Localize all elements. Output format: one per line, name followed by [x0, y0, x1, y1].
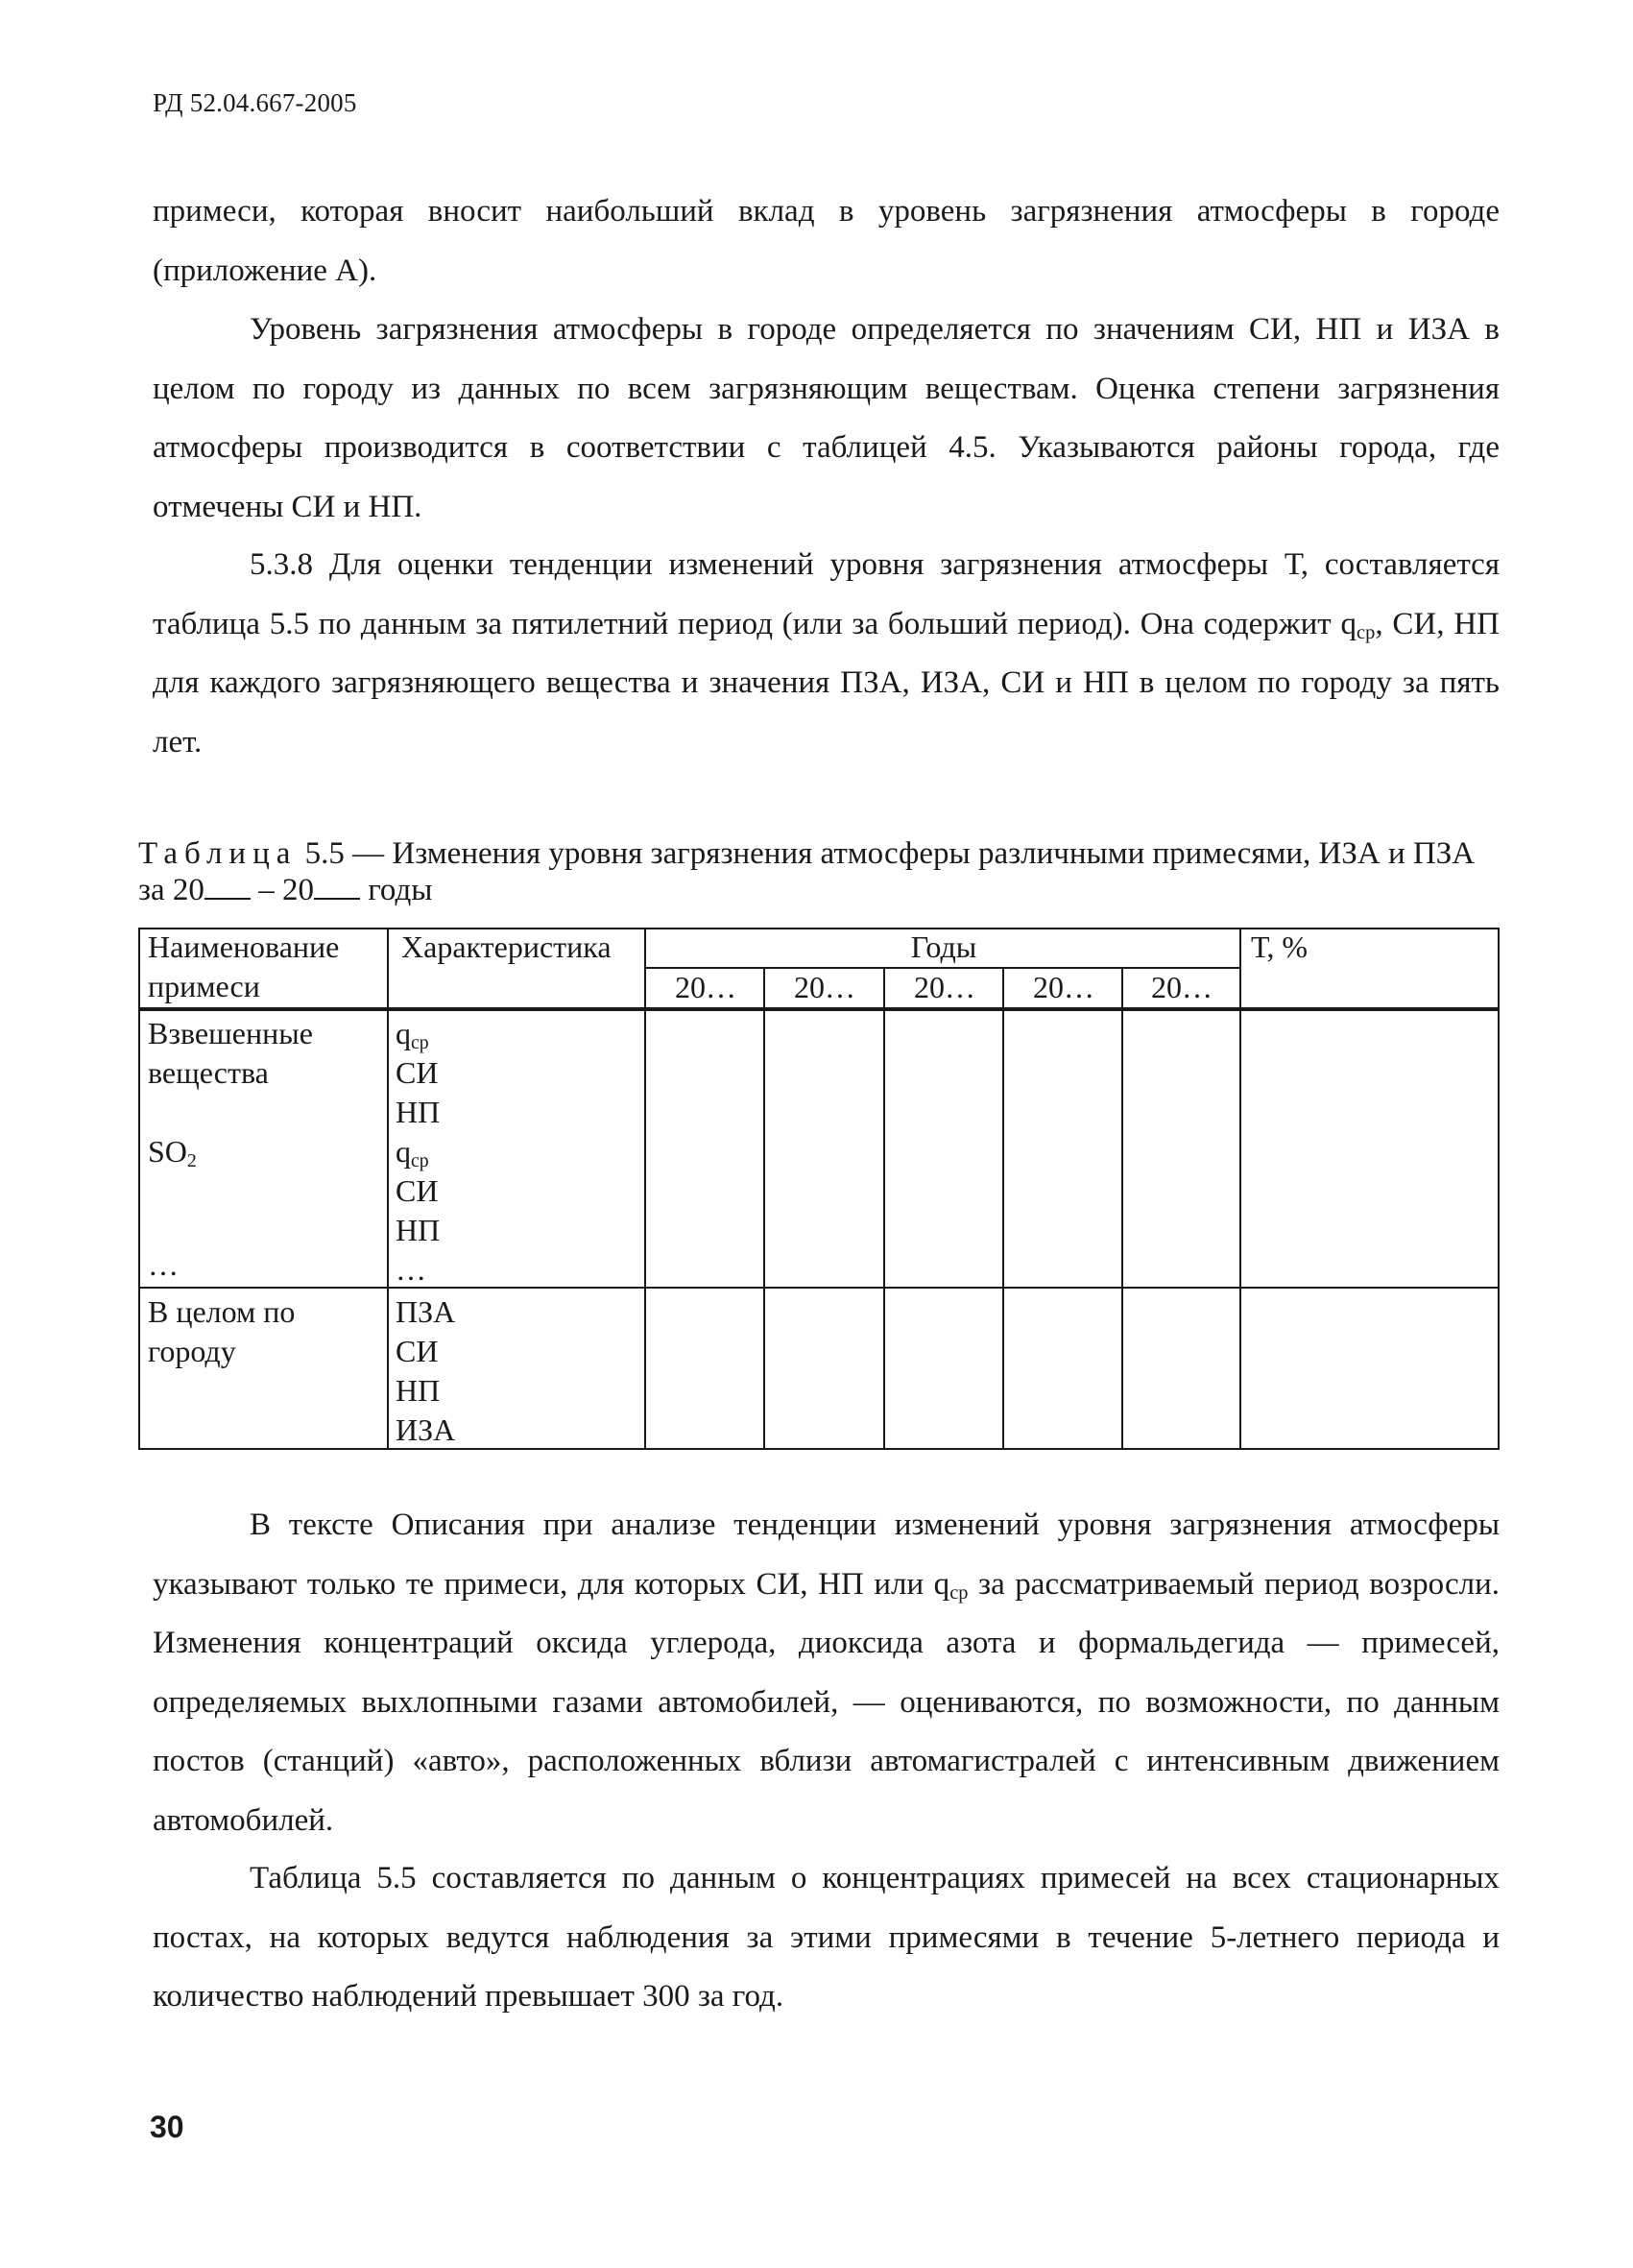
table-caption-text-2: годы — [359, 873, 433, 907]
table-col-divider-7 — [1239, 928, 1241, 1450]
so2-subscript: 2 — [186, 1149, 197, 1171]
header-year-col-3: 20… — [914, 970, 975, 1004]
header-year-col-1: 20… — [675, 970, 736, 1004]
char-q-avg-1 — [396, 1014, 636, 1053]
char-si-2: СИ — [396, 1173, 439, 1208]
header-year-col-4: 20… — [1033, 970, 1094, 1004]
header-trend: Т, % — [1251, 929, 1308, 964]
p3-subscript: ср — [1357, 621, 1376, 643]
p3-text-start: 5.3.8 Для оценки тенденции изменений уровня загрязнения атмосферы Т, составляется таблица 5.5 по данным за пятилетний период (или за больший период). Она содержит q — [153, 547, 1500, 641]
table-header-divider — [644, 967, 1239, 969]
year-blank-2 — [314, 873, 360, 900]
table-caption-label: Таблица — [138, 836, 298, 871]
city-label-line-1: В целом по — [148, 1294, 296, 1329]
char-np-1: НП — [396, 1095, 441, 1129]
p4-subscript: ср — [949, 1581, 969, 1604]
table-caption — [138, 835, 1500, 908]
row-city-overall — [148, 1292, 378, 1371]
paragraph-2: Уровень загрязнения атмосферы в городе определяется по значениям СИ, НП и ИЗА в целом по городу из данных по всем загрязняющим веществам. Оценка степени загрязнения атмосферы производится в соответствии с таблицей 4.5. Указываются районы города, где отмечены СИ и НП. — [153, 312, 1500, 524]
table-border-top — [138, 928, 1500, 929]
row-ellipsis: … — [148, 1247, 179, 1282]
table-col-divider-5 — [1002, 967, 1004, 1450]
q-subscript: ср — [411, 1031, 429, 1053]
row-so2 — [148, 1132, 378, 1171]
paragraph-5: Таблица 5.5 составляется по данным о концентрациях примесей на всех стационарных постах, на которых ведутся наблюдения за этими примесями в течение 5-летнего периода и количество наблюдений превышает 300 за год. — [153, 1861, 1500, 2014]
table-header-bottom — [138, 1007, 1500, 1011]
suspended-label-line-1: Взвешенные — [148, 1016, 313, 1050]
header-years: Годы — [910, 929, 977, 964]
header-year-col-5: 20… — [1151, 970, 1213, 1004]
char-si-city: СИ — [396, 1334, 439, 1368]
table-group-divider — [138, 1287, 1500, 1289]
table-col-divider-3 — [763, 967, 765, 1450]
characteristics-city — [396, 1292, 636, 1450]
table-col-divider-1 — [387, 928, 389, 1450]
header-characteristic: Характеристика — [401, 929, 612, 964]
char-q-avg-2 — [396, 1132, 636, 1171]
header-year-col-2: 20… — [794, 970, 855, 1004]
table-col-divider-2 — [644, 928, 646, 1450]
q-subscript: ср — [411, 1149, 429, 1171]
table-caption-text-1: — Изменения уровня загрязнения атмосферы различными примесями, ИЗА и ПЗА за 20 — [138, 836, 1476, 907]
year-blank-1 — [204, 873, 251, 900]
q-symbol: q — [396, 1016, 411, 1050]
table-caption-dash: – 20 — [250, 873, 314, 907]
row-suspended-substances — [148, 1014, 378, 1093]
city-label-line-2: городу — [148, 1334, 236, 1368]
so2-label: SO — [148, 1134, 187, 1169]
char-iza: ИЗА — [396, 1412, 456, 1447]
table-caption-number: 5.5 — [304, 836, 345, 871]
characteristics-pollutants — [396, 1014, 636, 1290]
char-np-2: НП — [396, 1213, 441, 1247]
table-border-bottom — [138, 1448, 1500, 1450]
q-symbol: q — [396, 1134, 411, 1169]
page-number: 30 — [150, 2110, 184, 2144]
table-border-right — [1498, 928, 1500, 1450]
char-ellipsis: … — [396, 1252, 426, 1287]
table-col-divider-4 — [883, 967, 885, 1450]
header-substance-name: Наименование примеси — [148, 929, 340, 1003]
paragraph-3-section-5-3-8 — [153, 536, 1500, 772]
p3-text-end: , СИ, НП для каждого загрязняющего вещества и значения ПЗА, ИЗА, СИ и НП в целом по городу за пять лет. — [153, 606, 1500, 760]
table-border-left — [138, 928, 140, 1450]
p4-text-start: В тексте Описания при анализе тенденции изменений уровня загрязнения атмосферы указывают только те примеси, для которых СИ, НП или q — [153, 1508, 1500, 1602]
char-np-city: НП — [396, 1373, 441, 1408]
document-code-header: РД 52.04.667-2005 — [153, 88, 357, 117]
paragraph-4 — [153, 1496, 1500, 1850]
paragraph-1: примеси, которая вносит наибольший вклад в уровень загрязнения атмосферы в городе (приложение А). — [153, 194, 1500, 288]
char-pza: ПЗА — [396, 1294, 456, 1329]
char-si-1: СИ — [396, 1055, 439, 1090]
table-col-divider-6 — [1121, 967, 1123, 1450]
p4-text-end: за рассматриваемый период возросли. Изменения концентраций оксида углерода, диоксида азота и формальдегида — примесей, определяемых выхлопными газами автомобилей, — оцениваются, по возможности, по данным постов (станций) «авто», расположенных вблизи автомагистралей с интенсивным движением автомобилей. — [153, 1566, 1500, 1838]
suspended-label-line-2: вещества — [148, 1055, 269, 1090]
